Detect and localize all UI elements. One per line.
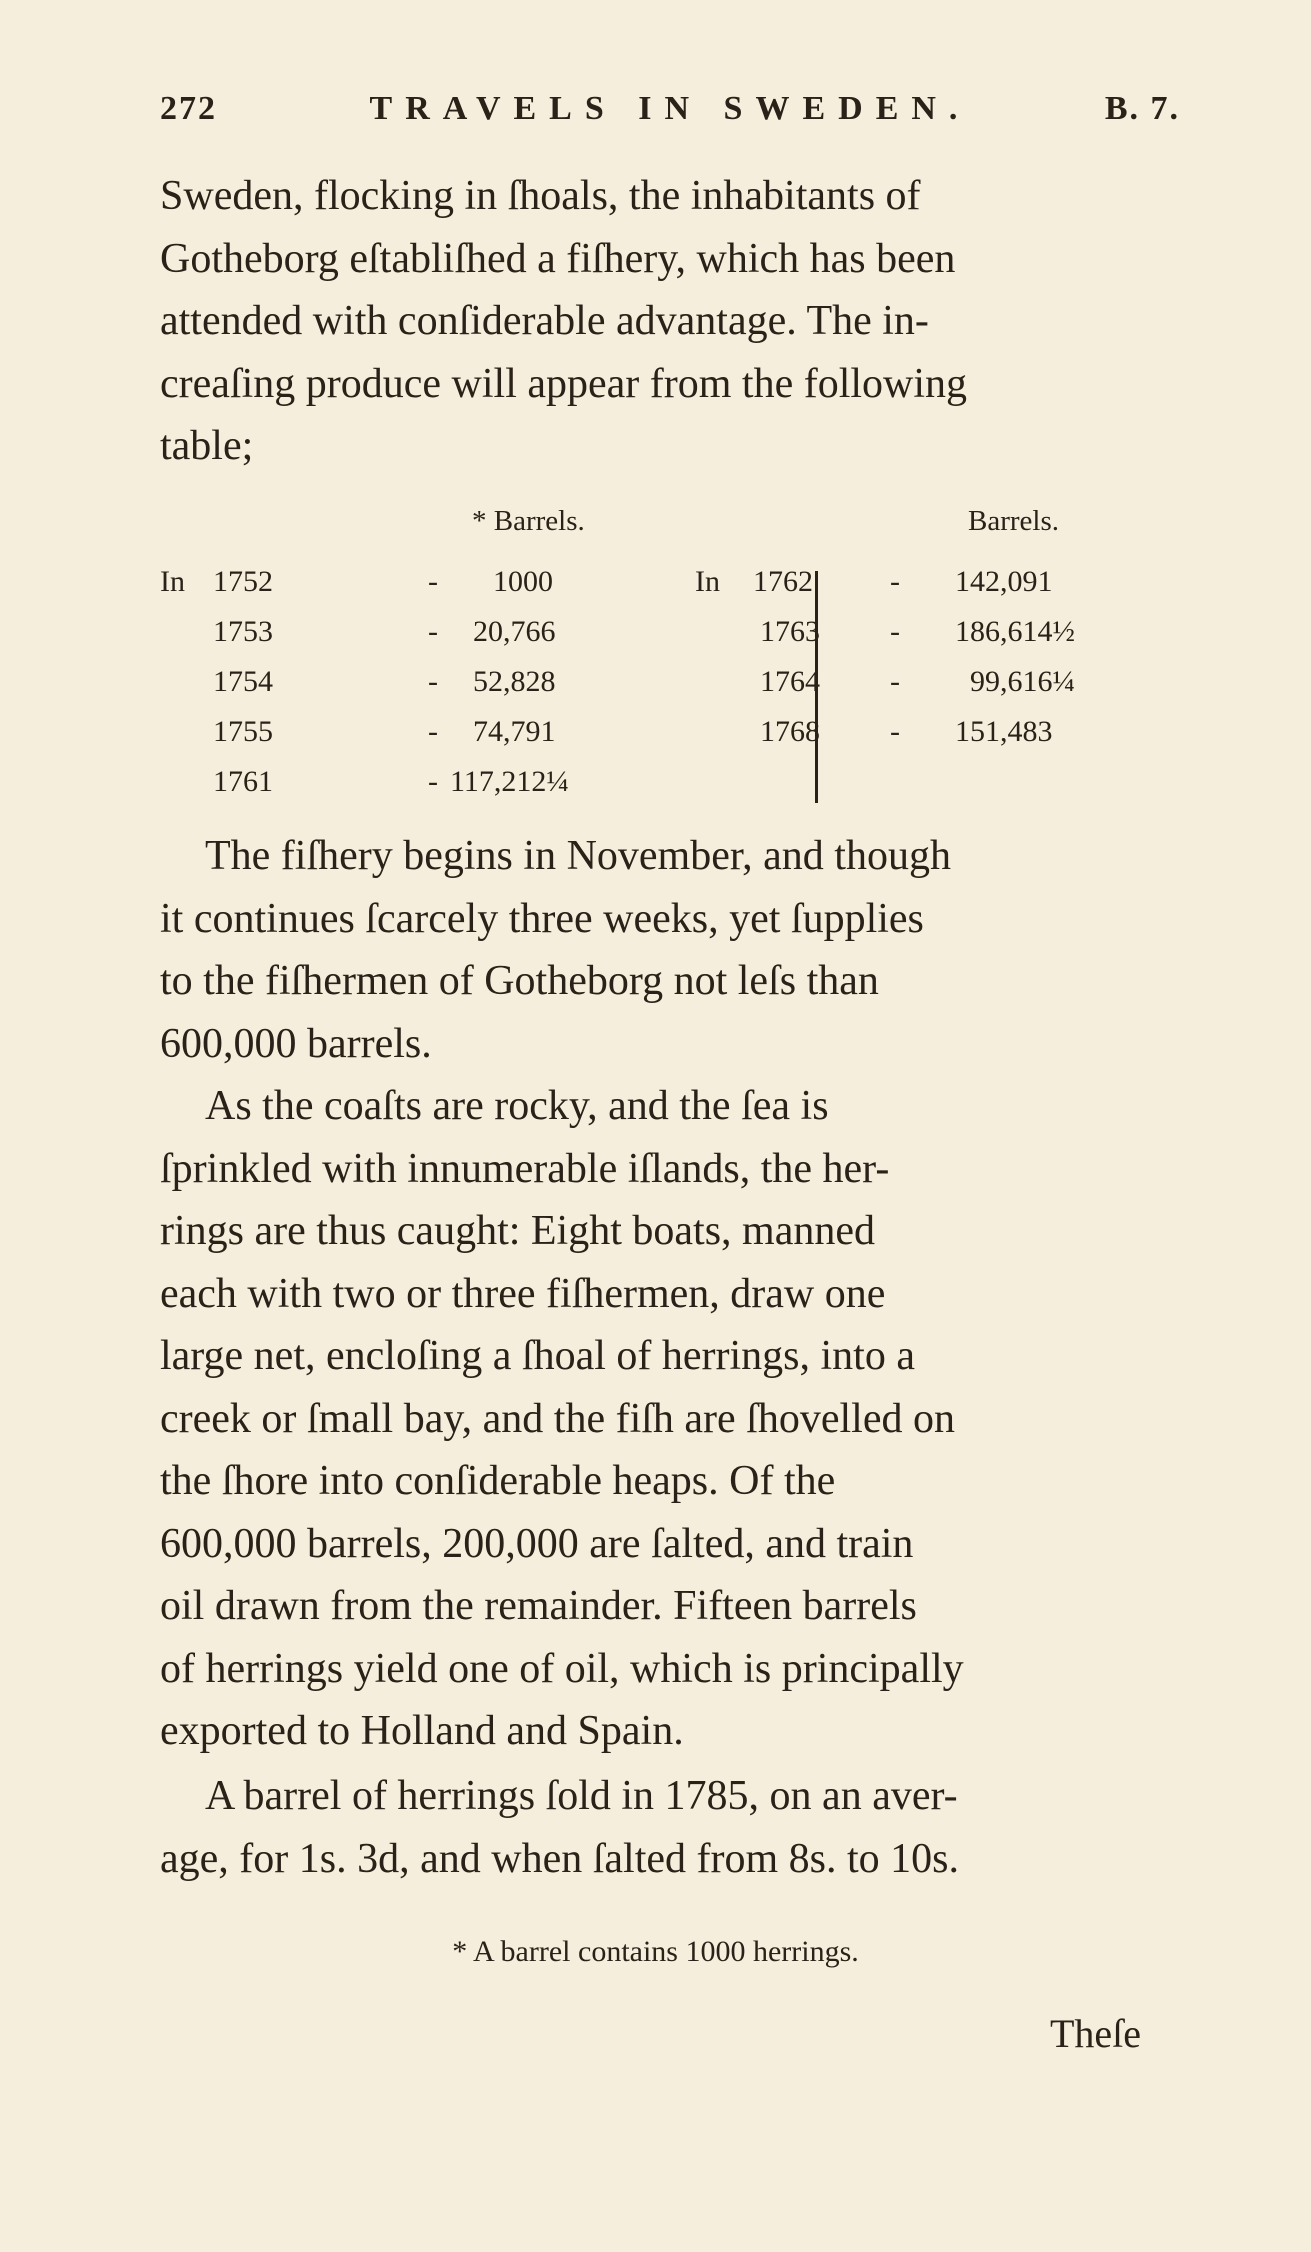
paragraph-4: [160, 1765, 1180, 1890]
row-barrels: 99,616¼: [970, 665, 1075, 698]
text-line: exported to Holland and Spain.: [160, 1708, 684, 1754]
text-line: oil drawn from the remainder. Fifteen barrels: [160, 1583, 917, 1629]
row-dash: -: [890, 715, 900, 748]
text-line: Sweden, flocking in ſhoals, the inhabitants of: [160, 173, 921, 219]
book-number: B. 7.: [1104, 90, 1180, 127]
row-year: 1762: [753, 565, 813, 598]
row-year: 1754: [213, 665, 273, 698]
text-line: to the fiſhermen of Gotheborg not leſs than: [160, 958, 879, 1004]
footnote: * A barrel contains 1000 herrings.: [452, 1935, 859, 1968]
row-dash: -: [428, 565, 438, 598]
text-line: it continues ſcarcely three weeks, yet ſupplies: [160, 895, 924, 942]
row-dash: -: [428, 765, 438, 798]
paragraph-2: [160, 825, 1180, 1075]
text-line: age, for 1s. 3d, and when ſalted from 8s. to 10s.: [160, 1835, 960, 1882]
running-title: TRAVELS IN SWEDEN.: [369, 90, 971, 127]
text-line: creek or ſmall bay, and the fiſh are ſhovelled on: [160, 1395, 955, 1442]
text-line: A barrel of herrings ſold in 1785, on an aver-: [205, 1773, 958, 1819]
row-year: 1768: [760, 715, 820, 748]
text-line: table;: [160, 423, 254, 469]
text-line: 600,000 barrels.: [160, 1020, 432, 1067]
text-line: of herrings yield one of oil, which is principally: [160, 1645, 964, 1692]
text-line: each with two or three fiſhermen, draw one: [160, 1270, 886, 1317]
text-line: large net, encloſing a ſhoal of herrings, into a: [160, 1333, 915, 1379]
running-header: [160, 90, 1180, 140]
row-prefix: In: [160, 565, 185, 598]
row-barrels: 74,791: [473, 715, 556, 748]
text-line: The fiſhery begins in November, and though: [205, 833, 951, 879]
row-prefix: In: [695, 565, 720, 598]
row-year: 1755: [213, 715, 273, 748]
text-line: 600,000 barrels, 200,000 are ſalted, and train: [160, 1520, 914, 1567]
row-dash: -: [428, 715, 438, 748]
row-dash: -: [890, 615, 900, 648]
row-barrels: 186,614½: [955, 615, 1075, 648]
herring-table: [160, 505, 1180, 798]
row-barrels: 151,483: [955, 715, 1053, 748]
row-barrels: 142,091: [955, 565, 1053, 598]
text-line: Gotheborg eſtabliſhed a fiſhery, which has been: [160, 235, 956, 282]
row-barrels: 20,766: [473, 615, 556, 648]
row-year: 1763: [760, 615, 820, 648]
row-year: 1761: [213, 765, 273, 798]
row-dash: -: [428, 615, 438, 648]
row-dash: -: [428, 665, 438, 698]
text-line: attended with conſiderable advantage. The in-: [160, 298, 929, 344]
right-column-header: Barrels.: [968, 505, 1059, 537]
text-line: creaſing produce will appear from the following: [160, 360, 968, 407]
text-line: As the coaſts are rocky, and the ſea is: [205, 1083, 829, 1129]
row-barrels: 117,212¼: [450, 765, 569, 798]
text-line: rings are thus caught: Eight boats, manned: [160, 1208, 876, 1254]
paragraph-1: [160, 165, 1180, 478]
left-column-header: * Barrels.: [472, 505, 585, 537]
row-dash: -: [890, 665, 900, 698]
row-year: 1752: [213, 565, 273, 598]
page-number: 272: [160, 90, 217, 127]
row-year: 1764: [760, 665, 820, 698]
row-barrels: 52,828: [473, 665, 556, 698]
row-year: 1753: [213, 615, 273, 648]
row-dash: -: [890, 565, 900, 598]
paragraph-3: [160, 1075, 1180, 1763]
catchword: Theſe: [1050, 2011, 1142, 2056]
text-line: ſprinkled with innumerable iſlands, the her-: [160, 1145, 890, 1192]
text-line: the ſhore into conſiderable heaps. Of the: [160, 1458, 836, 1504]
row-barrels: 1000: [493, 565, 553, 598]
